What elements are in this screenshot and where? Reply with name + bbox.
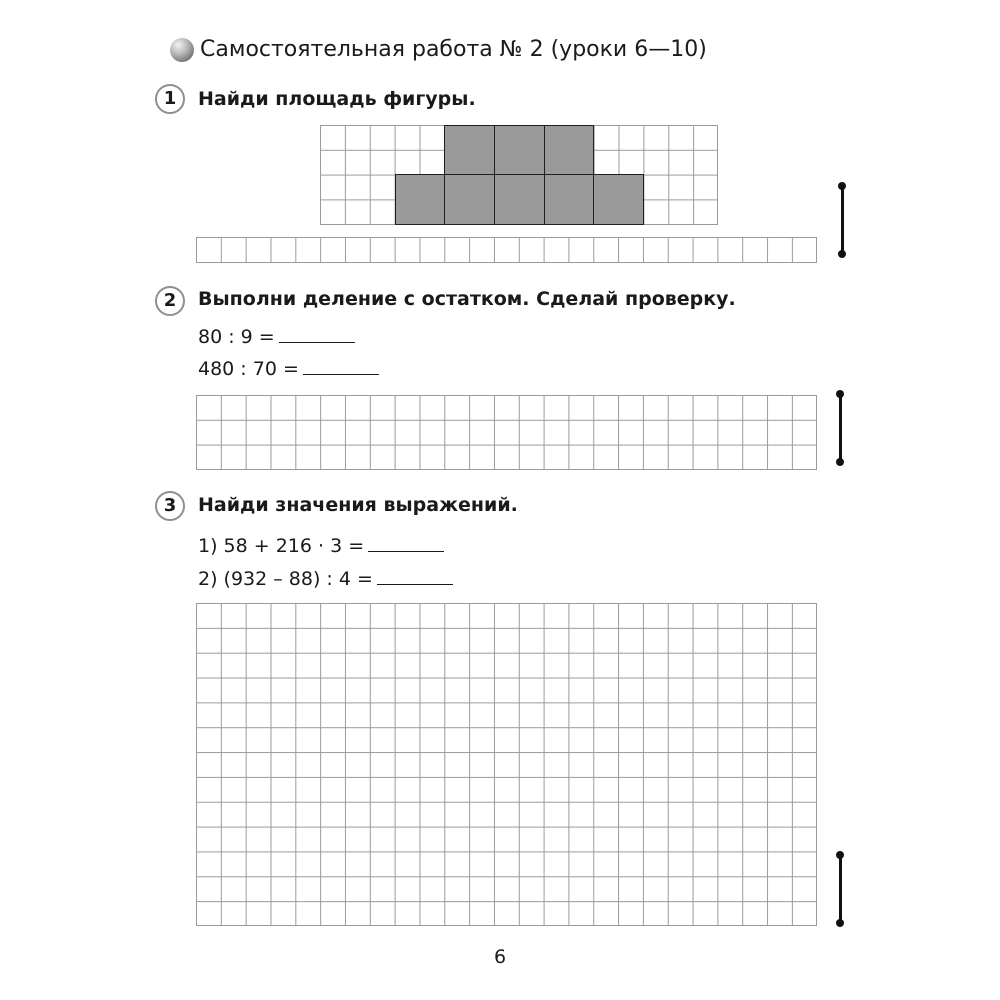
division-example-1-text: 80 : 9 =: [198, 326, 275, 348]
figure-cell: [494, 125, 545, 175]
answer-blank[interactable]: [279, 324, 355, 343]
task-1-number: 1: [155, 84, 185, 114]
task-2-number: 2: [155, 286, 185, 316]
expression-2: [198, 566, 453, 592]
score-marker: [836, 182, 848, 258]
answer-blank[interactable]: [377, 566, 453, 585]
figure-cell: [395, 174, 446, 225]
figure-cell: [444, 174, 495, 225]
page-number: 6: [494, 946, 507, 968]
expression-2-text: 2) (932 – 88) : 4 =: [198, 568, 373, 590]
answer-blank[interactable]: [303, 356, 379, 375]
figure-cell: [593, 174, 644, 225]
score-marker: [834, 851, 846, 927]
answer-grid-task-2[interactable]: [196, 395, 817, 470]
task-1-instruction: Найди площадь фигуры.: [198, 88, 476, 110]
figure-cell: [544, 125, 594, 175]
page-title: Самостоятельная работа № 2 (уроки 6—10): [200, 37, 707, 62]
answer-grid-task-1[interactable]: [196, 237, 817, 263]
title-bullet-icon: [170, 38, 194, 62]
division-example-2-text: 480 : 70 =: [198, 358, 299, 380]
figure-cell: [544, 174, 595, 225]
figure-cell: [444, 125, 495, 175]
task-3-instruction: Найди значения выражений.: [198, 494, 518, 516]
expression-1-text: 1) 58 + 216 · 3 =: [198, 535, 365, 557]
task-3-number: 3: [155, 491, 185, 521]
answer-grid-task-3[interactable]: [196, 603, 817, 926]
score-marker: [834, 390, 846, 466]
answer-blank[interactable]: [368, 533, 444, 552]
division-example-1: [198, 324, 355, 350]
division-example-2: [198, 356, 379, 382]
figure-cell: [494, 174, 545, 225]
expression-1: [198, 533, 444, 559]
task-2-instruction: Выполни деление с остатком. Сделай проверку.: [198, 288, 736, 310]
